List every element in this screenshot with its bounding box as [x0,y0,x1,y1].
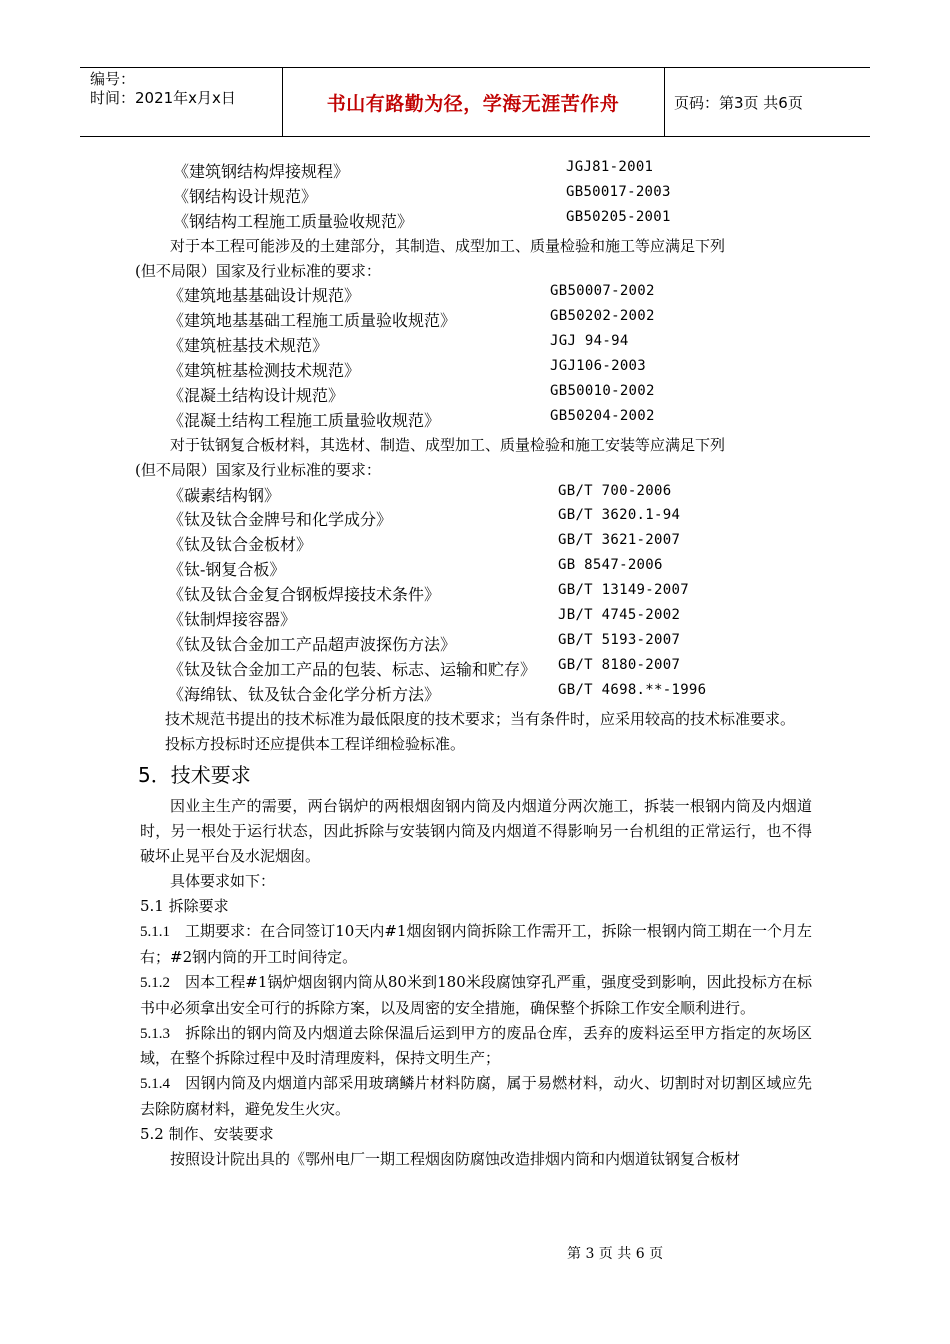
standard-row [140,159,812,184]
standard-name: 《钛-钢复合板》 [168,560,286,580]
standard-name: 《碳素结构钢》 [168,485,281,505]
header-divider [282,68,283,136]
standard-row [140,657,812,682]
subsection-5-1-title: 5.1 拆除要求 [140,897,229,916]
clause [140,1071,812,1122]
steel-standards-list [140,159,812,234]
standard-row [140,184,812,209]
header-meta [90,70,282,108]
document-date: 时间：2021年x月x日 [90,89,236,107]
standard-name: 《建筑桩基技术规范》 [168,336,329,356]
page-header [80,67,870,137]
header-motto: 书山有路勤为径，学海无涯苦作舟 [326,92,620,115]
standard-code: GB/T 5193-2007 [558,631,681,648]
standard-code: GB50202-2002 [550,308,655,325]
standard-name: 《钢结构设计规范》 [173,186,318,206]
standard-name: 《海绵钛、钛及钛合金化学分析方法》 [168,684,441,704]
standard-code: GB/T 13149-2007 [558,582,689,599]
bidder-requirement-paragraph: 投标方投标时还应提供本工程详细检验标准。 [165,734,466,753]
clause [140,919,812,970]
section-5-heading: 5．技术要求 [138,763,251,788]
standard-name: 《钛及钛合金牌号和化学成分》 [168,510,393,530]
header-divider [664,68,665,136]
standard-row [140,283,812,308]
clause-text: 拆除出的钢内筒及内烟道去除保温后运到甲方的废品仓库，丢弃的废料运至甲方指定的灰场区域，在整个拆除过程中及时清理废料，保持文明生产； [140,1023,812,1068]
standard-name: 《钛及钛合金板材》 [168,535,313,555]
standard-name: 《钛及钛合金加工产品超声波探伤方法》 [168,634,457,654]
min-requirement-paragraph: 技术规范书提出的技术标准为最低限度的技术要求；当有条件时，应采用较高的技术标准要求。 [165,709,796,728]
standard-row [140,607,812,632]
standard-code: GB/T 4698.**-1996 [558,681,707,698]
standard-row [140,308,812,333]
document-body [135,159,812,1172]
standard-row [140,632,812,657]
standard-name: 《钛及钛合金加工产品的包装、标志、运输和贮存》 [168,659,537,679]
civil-standards-list [140,283,812,432]
standard-name: 《混凝土结构设计规范》 [168,386,345,406]
civil-intro-line: (但不局限）国家及行业标准的要求： [135,261,381,280]
standard-name: 《建筑地基基础设计规范》 [168,286,361,306]
standard-row [140,532,812,557]
clause-text: 工期要求：在合同签订10天内#1烟囱钢内筒拆除工作需开工，拆除一根钢内筒工期在一个月左右；#2钢内筒的开工时间待定。 [140,921,812,966]
standard-code: GB/T 8180-2007 [558,656,681,673]
standard-row [140,333,812,358]
standard-row [140,483,812,508]
standard-name: 《建筑桩基检测技术规范》 [168,361,361,381]
standard-name: 《建筑地基基础工程施工质量验收规范》 [168,311,457,331]
standard-name: 《混凝土结构工程施工质量验收规范》 [168,410,441,430]
standard-code: GB50017-2003 [566,183,671,200]
standard-row [140,557,812,582]
clause [140,970,812,1021]
standard-row [140,582,812,607]
standard-name: 《建筑钢结构焊接规程》 [173,162,350,181]
standard-code: JGJ106-2003 [550,358,647,375]
clause [140,1021,812,1072]
standard-code: GB50007-2002 [550,283,655,300]
subsection-5-2-title: 5.2 制作、安装要求 [140,1125,274,1144]
standard-name: 《钛及钛合金复合钢板焊接技术条件》 [168,585,441,605]
standard-code: GB/T 3621-2007 [558,532,681,549]
section-5-intro: 因业主生产的需要，两台锅炉的两根烟囱钢内筒及内烟道分两次施工，拆装一根钢内筒及内烟道时，另一根处于运行状态，因此拆除与安装钢内筒及内烟道不得影响另一台机组的正常运行，也不得破坏止晃平台及水泥烟囱。 [140,797,812,866]
standard-row [140,209,812,234]
standard-code: JGJ81-2001 [566,159,654,175]
standard-code: GB/T 700-2006 [558,482,672,499]
section-5-2-paragraph: 按照设计院出具的《鄂州电厂一期工程烟囱防腐蚀改造排烟内筒和内烟道钛钢复合板材 [170,1150,741,1169]
standard-row [140,408,812,433]
standard-name: 《钛制焊接容器》 [168,610,297,630]
clause-number: 5.1.1 [140,923,170,940]
standard-code: GB50205-2001 [566,208,671,225]
standard-row [140,507,812,532]
standard-code: GB50204-2002 [550,407,655,424]
standard-code: GB/T 3620.1-94 [558,507,681,524]
standard-code: GB 8547-2006 [558,557,663,574]
clause-number: 5.1.2 [140,974,170,991]
document-number-label: 编号： [90,70,136,88]
page-footer: 第 3 页 共 6 页 [567,1246,664,1262]
clause-number: 5.1.4 [140,1076,170,1093]
standard-row [140,682,812,707]
standard-row [140,358,812,383]
clause-text: 因本工程#1锅炉烟囱钢内筒从80米到180米段腐蚀穿孔严重，强度受到影响，因此投标方在标书中必须拿出安全可行的拆除方案，以及周密的安全措施，确保整个拆除工作安全顺利进行。 [140,972,812,1017]
civil-intro-line: 对于本工程可能涉及的土建部分，其制造、成型加工、质量检验和施工等应满足下列 [170,236,726,255]
clause-text: 因钢内筒及内烟道内部采用玻璃鳞片材料防腐，属于易燃材料，动火、切割时对切割区域应先去除防腐材料，避免发生火灾。 [140,1074,812,1119]
header-page-number: 页码：第3页 共6页 [674,93,803,112]
standard-code: JB/T 4745-2002 [558,607,681,624]
titanium-intro-line: (但不局限）国家及行业标准的要求： [135,460,381,479]
standard-code: JGJ 94-94 [550,333,629,350]
titanium-intro-line: 对于钛钢复合板材料，其选材、制造、成型加工、质量检验和施工安装等应满足下列 [170,435,726,454]
titanium-standards-list [140,483,812,707]
specific-requirements-label: 具体要求如下： [170,872,276,891]
standard-code: GB50010-2002 [550,383,655,400]
standard-row [140,383,812,408]
clause-number: 5.1.3 [140,1025,170,1042]
standard-name: 《钢结构工程施工质量验收规范》 [173,211,414,231]
